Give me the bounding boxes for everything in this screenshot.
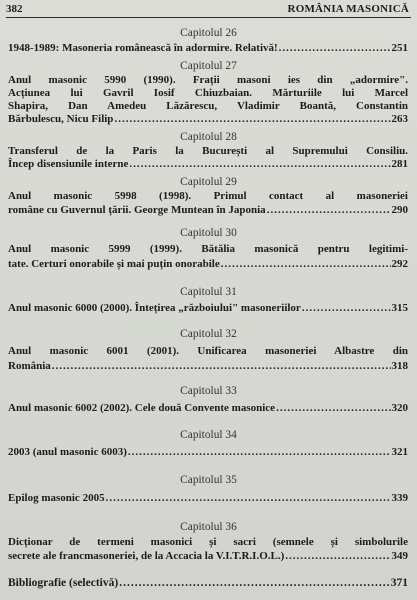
toc-entry-line: Anul masonic 5999 (1999). Bătălia masonică pentru legitimi- [8, 243, 408, 255]
chapter-heading: Capitolul 36 [180, 521, 237, 533]
toc-entry-line: Anul masonic 6001 (2001). Unificarea masoneriei Albastre din [8, 345, 408, 357]
toc-entry: România ..... 318 [8, 360, 408, 372]
chapter-heading: Capitolul 34 [180, 429, 237, 441]
chapter-heading: Capitolul 30 [180, 227, 237, 239]
toc-entry-line: Dicționar de termeni masonici și sacri (semnele și simbolurile [8, 536, 408, 548]
running-header [6, 2, 411, 18]
toc-entry-line: Acțiunea lui Gavril Iosif Chiuzbaian. Mărturiile lui Marcel [8, 87, 408, 99]
page-number: 382 [6, 3, 23, 15]
toc-entry: 1948-1989: Masoneria românească în adormire. Relativă! ..... 251 [8, 42, 408, 54]
chapter-heading: Capitolul 28 [180, 131, 237, 143]
chapter-heading: Capitolul 33 [180, 385, 237, 397]
toc-entry: 2003 (anul masonic 6003) ..... 321 [8, 446, 408, 458]
toc-entry: Anul masonic 6000 (2000). Întețirea „războiului" masoneriilor ..... 315 [8, 302, 408, 314]
chapter-heading: Capitolul 26 [180, 27, 237, 39]
toc-entry: Epilog masonic 2005 ..... 339 [8, 492, 408, 504]
toc-entry: române cu Guvernul țării. George Muntean în Japonia ..... 290 [8, 204, 408, 216]
chapter-heading: Capitolul 27 [180, 60, 237, 72]
toc-entry: secrete ale francmasoneriei, de la Accacia la V.I.T.R.I.O.L.) ..... 349 [8, 550, 408, 562]
toc-entry: Bărbulescu, Nicu Filip ..... 263 [8, 113, 408, 125]
chapter-heading: Capitolul 35 [180, 474, 237, 486]
toc-entry-line: Transferul de la Paris la București al Supremului Consiliu. [8, 145, 408, 157]
toc-entry-bibliography: Bibliografie (selectivă) ..... 371 [8, 577, 408, 589]
toc-entry: Anul masonic 6002 (2002). Cele două Convente masonice ..... 320 [8, 402, 408, 414]
toc-entry: tate. Certuri onorabile și mai puțin onorabile ..... 292 [8, 258, 408, 270]
chapter-heading: Capitolul 31 [180, 286, 237, 298]
toc-entry-line: Anul masonic 5998 (1998). Primul contact al masoneriei [8, 190, 408, 202]
toc-entry-line: Shapira, Dan Amedeu Lăzărescu, Vladimir Boantă, Constantin [8, 100, 408, 112]
chapter-heading: Capitolul 29 [180, 176, 237, 188]
toc-entry-line: Anul masonic 5990 (1990). Frații masoni ies din „adormire". [8, 74, 408, 86]
running-title: ROMÂNIA MASONICĂ [287, 3, 409, 15]
chapter-heading: Capitolul 32 [180, 328, 237, 340]
toc-entry: Încep disensiunile interne ..... 281 [8, 158, 408, 170]
